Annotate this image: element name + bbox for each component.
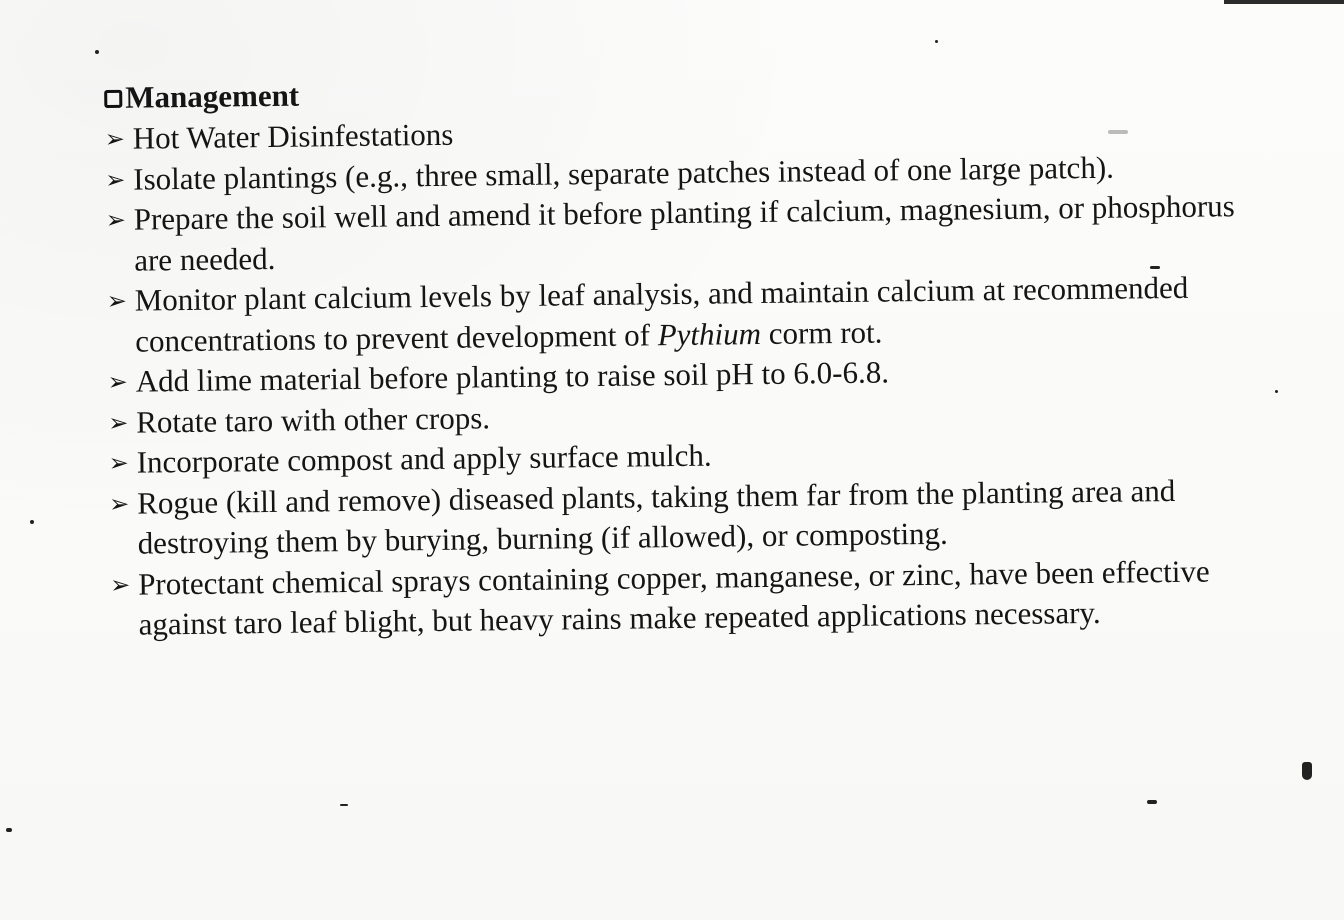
- arrow-bullet-icon: ➢: [106, 288, 128, 315]
- arrow-bullet-icon: ➢: [108, 410, 129, 437]
- bullet-text: Hot Water Disinfestations: [132, 116, 454, 156]
- pathogen-name: Pythium: [657, 315, 762, 352]
- scan-speck: [935, 40, 938, 43]
- bullet-text: Isolate plantings (e.g., three small, separate patches instead of one large patch).: [133, 149, 1115, 197]
- section-heading: Management: [125, 77, 300, 115]
- bullet-item: [109, 470, 1250, 565]
- scan-speck: [1147, 800, 1157, 804]
- bullet-text: [134, 267, 1247, 362]
- arrow-bullet-icon: ➢: [109, 491, 130, 518]
- arrow-bullet-icon: ➢: [107, 369, 128, 396]
- management-section: [104, 64, 1251, 645]
- bullet-text: Prepare the soil well and amend it before planting if calcium, magnesium, or phosphorus are needed.: [133, 188, 1235, 278]
- bullet-item: [106, 267, 1247, 362]
- arrow-bullet-icon: ➢: [105, 207, 127, 234]
- bullet-text: Protectant chemical sprays containing copper, manganese, or zinc, have been effective against taro leaf blight, but heavy rains make repeated applications necessary.: [137, 553, 1210, 642]
- bullet-text: Rogue (kill and remove) diseased plants, taking them far from the planting area and destroying them by burying, burning (if allowed), or composting.: [136, 472, 1176, 561]
- bullet-text: Rotate taro with other crops.: [135, 399, 491, 440]
- bullet-text-suffix: corm rot.: [760, 314, 883, 351]
- bullet-text: Incorporate compost and apply surface mulch.: [136, 437, 712, 480]
- bullet-text: Add lime material before planting to raise soil pH to 6.0-6.8.: [135, 354, 890, 399]
- bullet-item: [105, 186, 1246, 281]
- arrow-bullet-icon: ➢: [108, 450, 129, 477]
- scan-speck: [95, 50, 99, 54]
- scan-speck: [30, 520, 34, 524]
- scan-edge-line: [1224, 0, 1344, 4]
- bullet-item: [110, 551, 1251, 646]
- scan-speck: [1302, 762, 1312, 780]
- checkbox-icon: [104, 90, 122, 108]
- bullet-text-prefix: Monitor plant calcium levels by leaf analysis, and maintain calcium at recommended concentrations to prevent development of: [134, 269, 1189, 359]
- arrow-bullet-icon: ➢: [104, 126, 126, 153]
- arrow-bullet-icon: ➢: [105, 167, 126, 194]
- arrow-bullet-icon: ➢: [110, 572, 131, 599]
- scan-speck: [6, 828, 12, 832]
- scan-speck: [340, 804, 348, 806]
- scan-speck: [1275, 390, 1278, 393]
